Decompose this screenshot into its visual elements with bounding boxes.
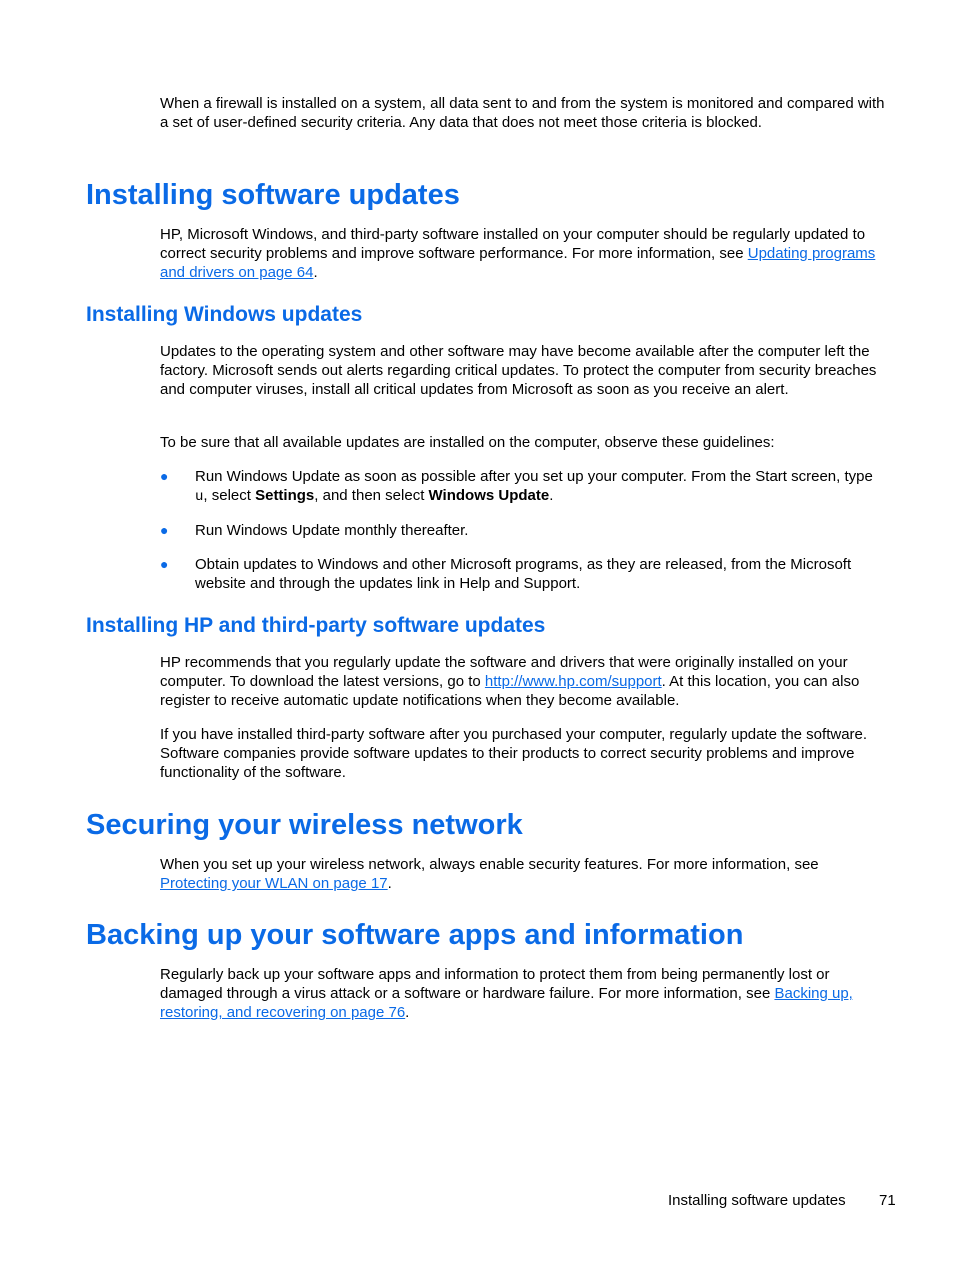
footer-section-title: Installing software updates (668, 1192, 846, 1209)
list-item-text: Obtain updates to Windows and other Microsoft programs, as they are released, from the Microsoft website and through the updates link in Help and Support. (195, 556, 852, 593)
wireless-text-end: . (387, 875, 392, 893)
bullet-text-part: . (549, 487, 554, 505)
intro-paragraph: When a firewall is installed on a system, all data sent to and from the system is monitored and compared with a set of user-defined security criteria. Any data that does not meet those criteria is blocked. (160, 95, 885, 132)
bullet-text-part: , and then select (314, 487, 429, 505)
list-item (160, 467, 885, 507)
windows-updates-paragraph-2: To be sure that all available updates are installed on the computer, observe these guidelines: (160, 434, 775, 451)
software-updates-paragraph (160, 225, 885, 283)
bold-settings: Settings (255, 487, 315, 505)
code-text: u (195, 489, 204, 506)
heading-securing-wireless-network: Securing your wireless network (86, 809, 523, 841)
backup-text: Regularly back up your software apps and information to protect them from being permanently lost or damaged through a virus attack or a software or hardware failure. For more information, see (160, 966, 830, 1003)
hp-updates-paragraph-2: If you have installed third-party software after you purchased your computer, regularly update the software. Software companies provide software updates to their products to correct security problems and improve functionality of the software. (160, 726, 868, 782)
list-item (160, 521, 885, 540)
wireless-paragraph (160, 855, 885, 893)
link-protecting-wlan[interactable]: Protecting your WLAN on page 17 (160, 875, 388, 893)
bullet-icon: ● (160, 556, 169, 572)
link-hp-support[interactable]: http://www.hp.com/support (484, 673, 662, 691)
bullet-icon: ● (160, 468, 169, 484)
hp-updates-paragraph-1 (160, 653, 885, 711)
backup-paragraph (160, 965, 885, 1023)
wireless-text: When you set up your wireless network, always enable security features. For more information, see (160, 856, 819, 873)
heading-backing-up: Backing up your software apps and information (86, 919, 744, 951)
heading-installing-hp-updates: Installing HP and third-party software updates (86, 614, 546, 637)
bold-windows-update: Windows Update (428, 487, 550, 505)
hp-updates-text: HP recommends that you regularly update the software and drivers that were originally installed on your computer. To download the latest versions, go to (160, 654, 848, 691)
list-item (160, 555, 885, 593)
bullet-text-part: Run Windows Update as soon as possible after you set up your computer. From the Start screen, type (195, 468, 873, 485)
bullet-text-part: , select (203, 487, 256, 505)
software-updates-text-end: . (313, 264, 318, 282)
list-item-text (195, 467, 885, 507)
hp-updates-text-end: . At this location, you can also register to receive automatic update notifications when they become available. (160, 673, 860, 710)
page-number: 71 (879, 1192, 896, 1209)
windows-updates-paragraph-1: Updates to the operating system and other software may have become available after the computer left the factory. Microsoft sends out alerts regarding critical updates. To protect the computer from security breaches and computer viruses, install all critical updates from Microsoft as soon as you receive an alert. (160, 343, 877, 399)
link-backing-up[interactable]: Backing up, restoring, and recovering on page 76 (160, 985, 853, 1022)
heading-installing-windows-updates: Installing Windows updates (86, 303, 363, 326)
heading-installing-software-updates: Installing software updates (86, 179, 460, 211)
link-updating-programs[interactable]: Updating programs and drivers on page 64 (160, 245, 876, 282)
bullet-icon: ● (160, 522, 169, 538)
backup-text-end: . (405, 1004, 410, 1022)
software-updates-text: HP, Microsoft Windows, and third-party software installed on your computer should be regularly updated to correct security problems and improve software performance. For more information, see (160, 226, 866, 263)
list-item-text: Run Windows Update monthly thereafter. (195, 522, 469, 539)
